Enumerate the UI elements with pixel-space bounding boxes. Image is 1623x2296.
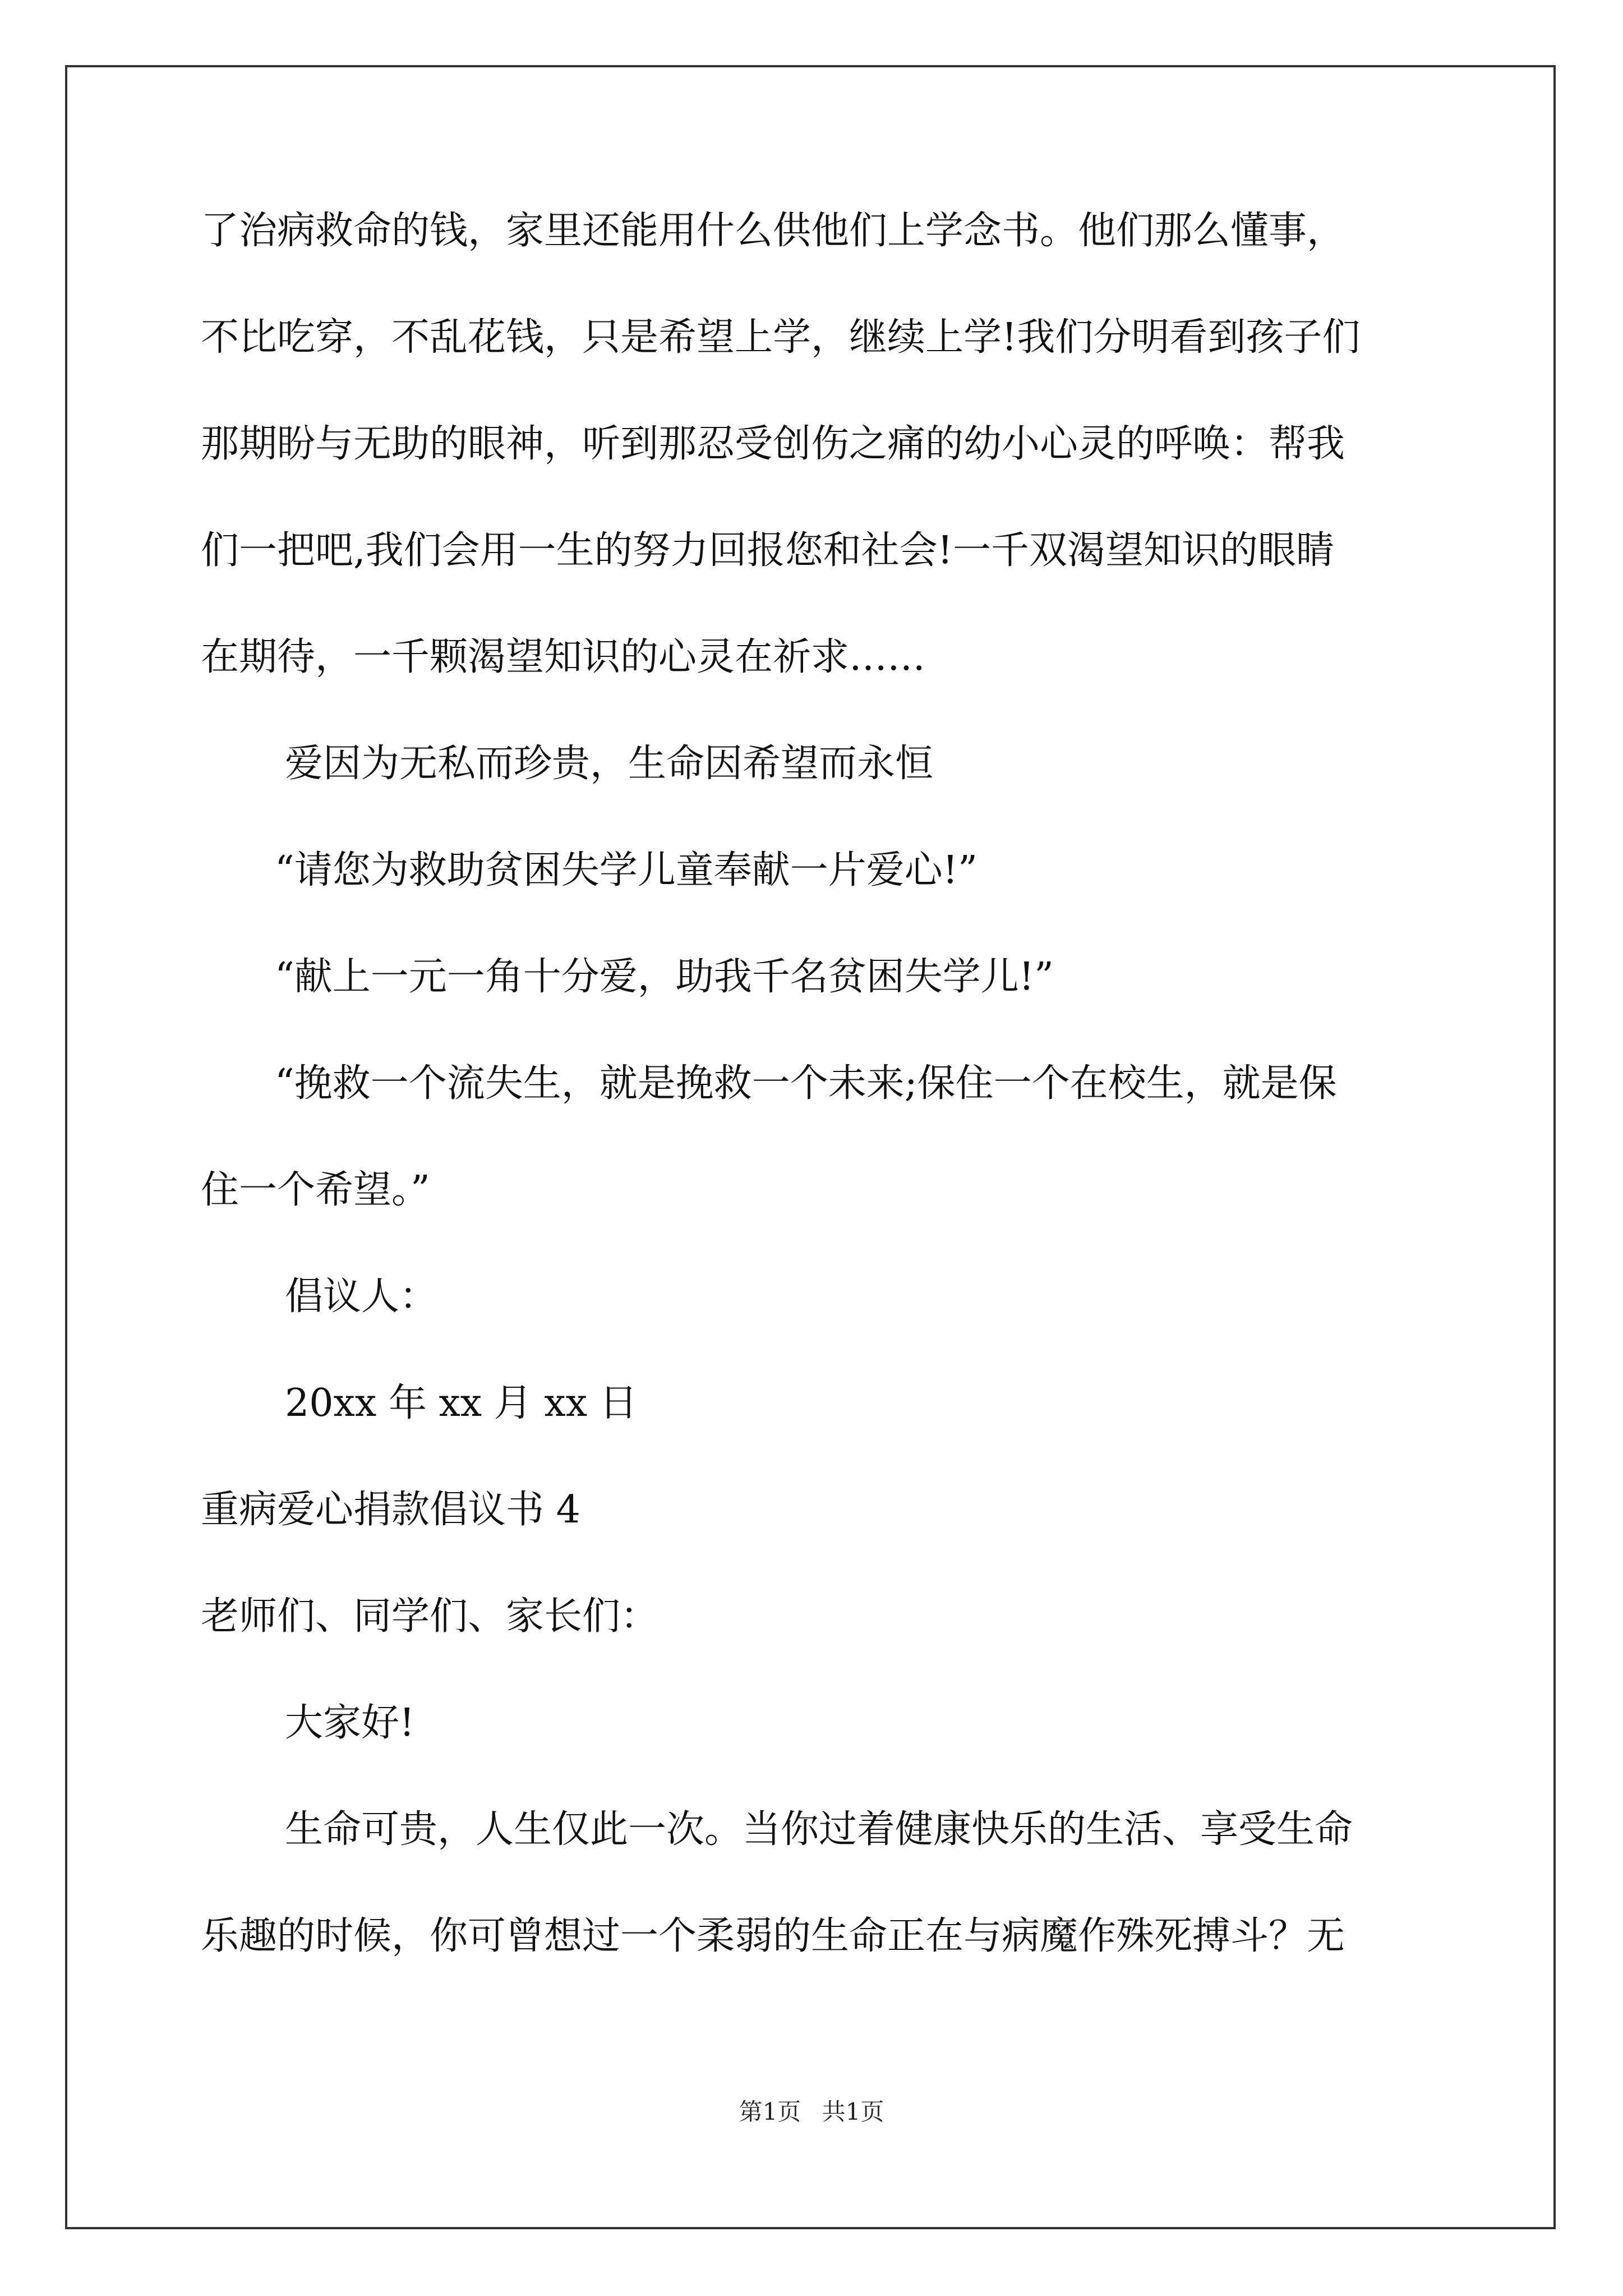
text-line: 乐趣的时候，你可曾想过一个柔弱的生命正在与病魔作殊死搏斗？无 [201,1914,1345,1958]
greeting: 大家好! [285,1701,415,1745]
text-line: 生命可贵，人生仅此一次。当你过着健康快乐的生活、享受生命 [285,1807,1353,1852]
section-title: 重病爱心捐款倡议书 4 [201,1488,580,1532]
text-line: 在期待，一千颗渴望知识的心灵在祈求…… [201,635,926,679]
page-total: 共1页 [822,2098,884,2125]
signature-label: 倡议人： [285,1274,438,1319]
date-line: 20xx 年 xx 月 xx 日 [285,1381,638,1425]
page-border [65,65,1556,2229]
text-line: 了治病救命的钱，家里还能用什么供他们上学念书。他们那么懂事， [201,209,1345,253]
paragraph-heading: 爱因为无私而珍贵，生命因希望而永恒 [285,742,934,786]
page-number: 第1页 [739,2098,801,2125]
slogan-line: “献上一元一角十分爱，助我千名贫困失学儿!” [275,955,1054,999]
text-line: 不比吃穿，不乱花钱，只是希望上学，继续上学!我们分明看到孩子们 [201,315,1361,360]
slogan-line: “请您为救助贫困失学儿童奉献一片爱心!” [275,848,978,892]
salutation: 老师们、同学们、家长们： [201,1594,659,1639]
slogan-line: “挽救一个流失生，就是挽救一个未来;保住一个在校生，就是保 [275,1061,1337,1106]
text-line: 们一把吧,我们会用一生的努力回报您和社会!一千双渴望知识的眼睛 [201,528,1334,573]
text-line: 住一个希望。” [201,1168,430,1212]
page-footer [0,2098,1623,2126]
text-line: 那期盼与无助的眼神，听到那忍受创伤之痛的幼小心灵的呼唤：帮我 [201,422,1345,466]
